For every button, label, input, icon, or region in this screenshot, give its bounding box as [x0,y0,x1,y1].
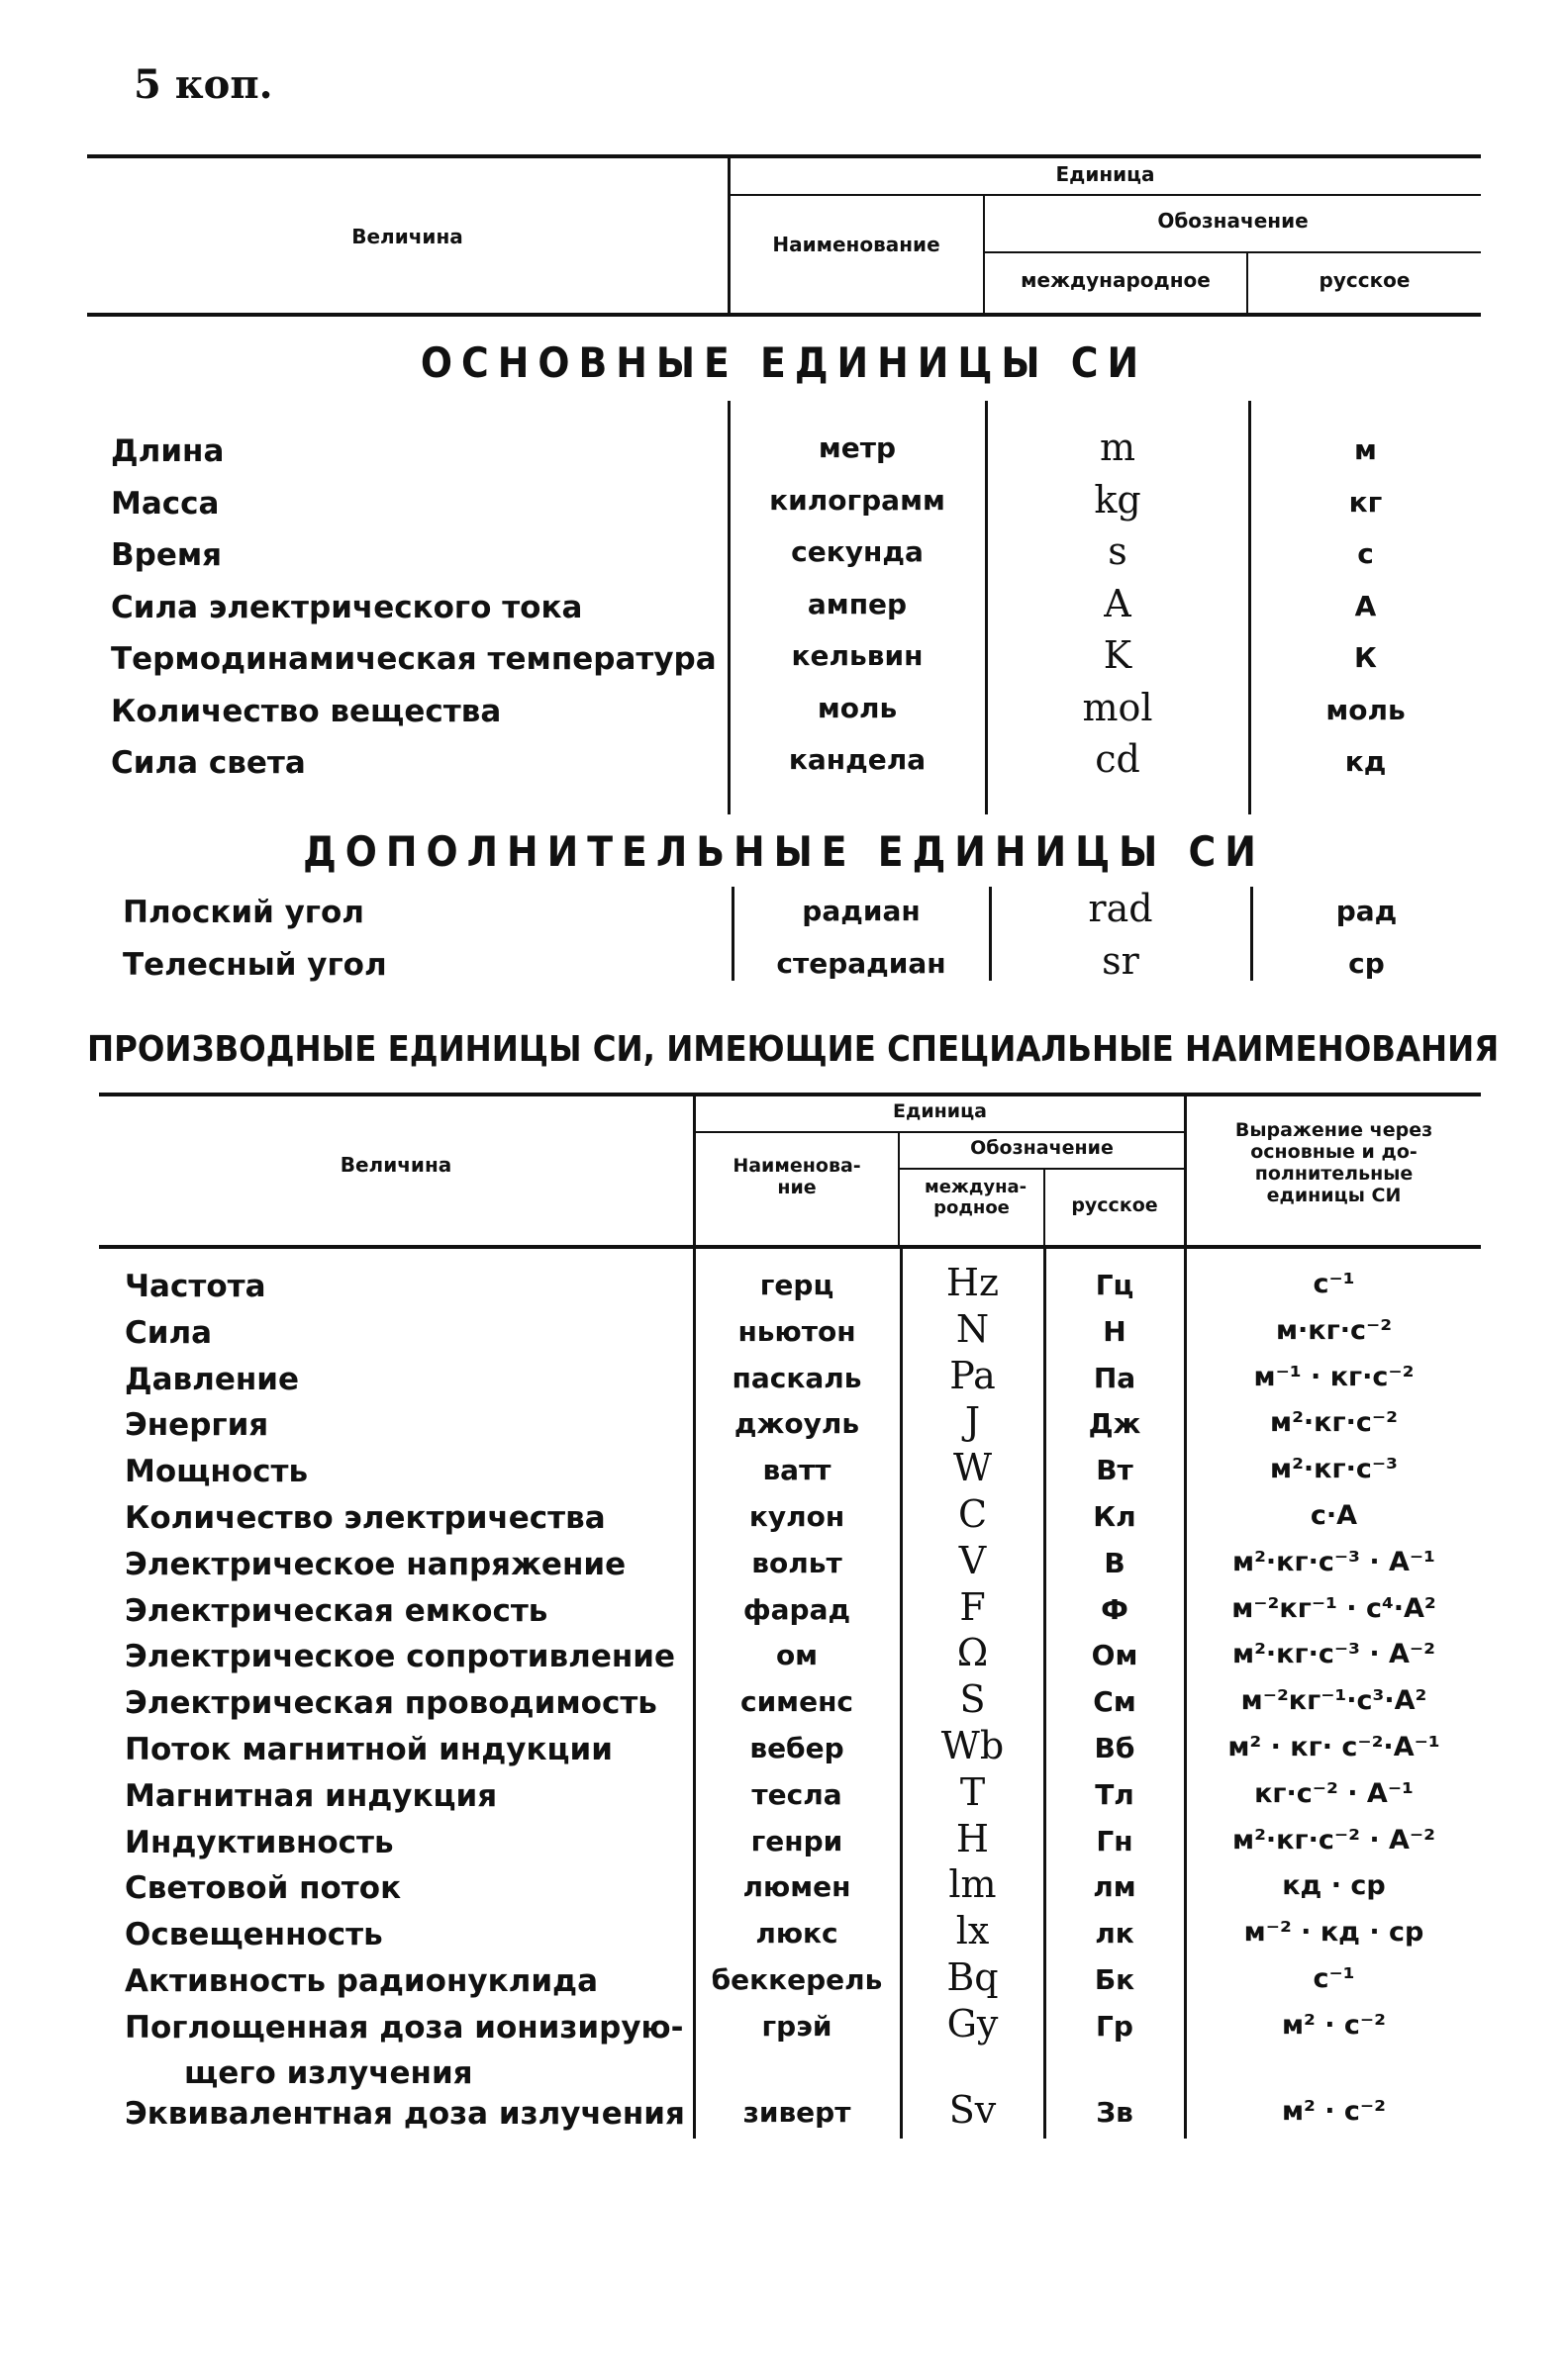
unit-expression: м²·кг·с⁻³ · А⁻¹ [1232,1546,1435,1577]
unit-symbol-international: W [952,1446,993,1490]
unit-symbol-international: T [959,1769,986,1814]
unit-symbol-international: V [958,1538,987,1582]
quantity-name: Поглощенная доза ионизирую- [125,2009,684,2046]
unit-name: килограмм [769,483,945,517]
unit-name: джоуль [734,1407,860,1441]
unit-name: беккерель [711,1963,883,1996]
quantity-name: Масса [111,485,220,522]
quantity-name: Магнитная индукция [125,1777,498,1814]
quantity-name-continuation: щего излучения [184,2054,473,2091]
unit-symbol-russian: моль [1325,693,1406,726]
unit-name: кельвин [791,639,924,672]
quantity-name: Индуктивность [125,1824,394,1860]
unit-symbol-international: F [959,1584,986,1629]
unit-symbol-russian: с [1357,537,1374,570]
unit-name: ньютон [737,1314,856,1348]
unit-symbol-russian: лк [1095,1917,1134,1951]
unit-expression: м² · с⁻² [1281,2095,1387,2127]
unit-expression: м·кг·с⁻² [1275,1314,1393,1346]
unit-name: сименс [739,1685,854,1719]
unit-name: ватт [762,1454,831,1487]
unit-expression: с⁻¹ [1313,1269,1355,1299]
quantity-name: Термодинамическая температура [111,641,717,677]
unit-name: стерадиан [776,947,946,980]
quantity-name: Энергия [125,1407,269,1444]
header-quantity: Величина [351,225,463,248]
unit-expression: м⁻¹ · кг·с⁻² [1253,1361,1415,1392]
unit-symbol-russian: Зв [1096,2095,1133,2129]
quantity-name: Электрическая емкость [125,1592,548,1629]
unit-expression: м²·кг·с⁻² [1270,1407,1398,1439]
header2-expression: Выражение через основные и до-полнительные единицы СИ [1234,1119,1433,1206]
header-name: Наименование [772,233,940,256]
unit-name: метр [818,431,897,464]
unit-name: герц [759,1269,834,1301]
unit-expression: м²·кг·с⁻² · А⁻² [1232,1824,1435,1856]
unit-symbol-international: Ω [956,1631,989,1675]
unit-name: секунда [791,535,924,568]
unit-symbol-international: mol [1082,685,1153,729]
unit-symbol-international: C [957,1492,988,1536]
header2-russian: русское [1071,1194,1158,1216]
unit-symbol-international: H [955,1816,990,1860]
unit-name: ампер [807,587,908,620]
unit-symbol-international: s [1108,529,1127,573]
unit-symbol-russian: К [1354,641,1377,674]
unit-expression: м⁻² · кд · ср [1243,1917,1424,1949]
quantity-name: Количество электричества [125,1500,606,1536]
unit-symbol-international: cd [1095,737,1140,781]
unit-name: люкс [755,1917,838,1951]
unit-symbol-russian: м [1354,433,1377,466]
unit-symbol-russian: Гр [1096,2009,1133,2043]
quantity-name: Давление [125,1361,300,1397]
unit-symbol-russian: лм [1093,1870,1136,1904]
price-label: 5 коп. [134,61,273,108]
header2-name: Наименова-ние [733,1155,861,1198]
unit-symbol-international: Hz [945,1261,1000,1304]
quantity-name: Количество вещества [111,693,502,729]
unit-expression: м²·кг·с⁻³ [1270,1454,1398,1485]
quantity-name: Освещенность [125,1917,383,1953]
header2-designation: Обозначение [970,1137,1114,1159]
unit-expression: м²·кг·с⁻³ · А⁻² [1232,1639,1435,1670]
unit-symbol-russian: Ф [1101,1592,1128,1626]
unit-symbol-russian: А [1354,589,1377,622]
quantity-name: Плоский угол [123,895,365,930]
unit-expression: м⁻²кг⁻¹·с³·А² [1240,1685,1427,1717]
unit-name: грэй [761,2009,832,2043]
section-title-supplementary: ДОПОЛНИТЕЛЬНЫЕ ЕДИНИЦЫ СИ [303,827,1265,876]
quantity-name: Телесный угол [123,947,387,983]
unit-name: моль [817,691,898,724]
unit-symbol-russian: Вб [1094,1732,1135,1764]
unit-symbol-russian: В [1104,1546,1125,1579]
quantity-name: Поток магнитной индукции [125,1732,613,1767]
unit-symbol-russian: Тл [1095,1777,1134,1811]
unit-symbol-russian: Вт [1096,1454,1133,1487]
unit-symbol-international: kg [1094,477,1141,522]
unit-name: зиверт [742,2095,851,2129]
unit-symbol-russian: Кл [1093,1500,1136,1533]
unit-symbol-russian: Гн [1096,1824,1133,1857]
quantity-name: Световой поток [125,1870,402,1907]
header-unit: Единица [1055,162,1155,186]
unit-name: тесла [751,1777,842,1811]
unit-symbol-international: J [964,1399,981,1444]
quantity-name: Сила электрического тока [111,589,583,625]
unit-symbol-russian: См [1093,1685,1136,1719]
section-title-base: ОСНОВНЫЕ ЕДИНИЦЫ СИ [420,338,1148,387]
unit-name: фарад [742,1592,851,1626]
unit-symbol-russian: Па [1093,1361,1136,1394]
unit-expression: кг·с⁻² · А⁻¹ [1254,1777,1414,1809]
unit-symbol-russian: кд [1344,745,1387,778]
unit-name: радиан [802,895,921,927]
unit-symbol-international: K [1103,633,1132,677]
unit-expression: кд · ср [1282,1870,1386,1902]
unit-expression: м⁻²кг⁻¹ · с⁴·А² [1231,1592,1436,1624]
unit-name: ом [775,1639,819,1672]
unit-symbol-russian: Дж [1088,1407,1141,1441]
unit-symbol-russian: Ом [1091,1639,1138,1672]
section-title-derived: ПРОИЗВОДНЫЕ ЕДИНИЦЫ СИ, ИМЕЮЩИЕ СПЕЦИАЛЬНЫЕ НАИМЕНОВАНИЯ [87,1029,1500,1070]
unit-symbol-international: Bq [946,1955,999,1999]
unit-symbol-international: Pa [949,1353,996,1397]
unit-name: люмен [742,1870,851,1904]
quantity-name: Мощность [125,1454,309,1490]
unit-name: кандела [788,743,927,776]
unit-symbol-international: S [959,1677,986,1722]
unit-symbol-russian: кг [1348,485,1383,519]
unit-name: кулон [748,1500,845,1533]
unit-symbol-russian: ср [1348,947,1385,980]
header-international: международное [1021,268,1211,292]
unit-symbol-russian: Н [1103,1314,1126,1348]
unit-name: вольт [751,1546,842,1579]
quantity-name: Частота [125,1269,266,1304]
quantity-name: Сила света [111,745,306,781]
unit-symbol-international: sr [1102,939,1139,983]
quantity-name: Время [111,537,223,573]
header2-quantity: Величина [340,1153,452,1177]
unit-name: вебер [749,1732,844,1764]
unit-expression: м² · кг· с⁻²·А⁻¹ [1227,1732,1440,1762]
unit-name: генри [750,1824,843,1857]
unit-symbol-russian: рад [1335,895,1398,927]
unit-symbol-international: Sv [948,2087,997,2132]
unit-symbol-international: lx [955,1909,990,1953]
quantity-name: Длина [111,433,225,469]
unit-symbol-international: N [955,1306,990,1351]
unit-symbol-russian: Бк [1094,1963,1135,1996]
header2-unit: Единица [893,1100,987,1122]
unit-expression: с⁻¹ [1313,1963,1355,1994]
unit-name: паскаль [732,1361,862,1394]
unit-symbol-international: rad [1088,887,1153,930]
header2-international: междуна-родное [925,1177,1027,1218]
quantity-name: Электрическое сопротивление [125,1639,676,1675]
unit-symbol-international: Wb [940,1724,1005,1767]
quantity-name: Сила [125,1314,213,1351]
unit-symbol-international: A [1104,581,1131,625]
unit-symbol-international: Gy [946,2001,999,2046]
unit-symbol-russian: Гц [1095,1269,1134,1301]
header-designation: Обозначение [1157,209,1309,233]
quantity-name: Электрическое напряжение [125,1546,627,1582]
unit-expression: м² · с⁻² [1281,2009,1387,2041]
header-russian: русское [1319,268,1411,292]
quantity-name: Электрическая проводимость [125,1685,657,1722]
quantity-name: Активность радионуклида [125,1963,599,1999]
unit-symbol-international: m [1099,426,1136,469]
unit-expression: с·А [1310,1500,1358,1531]
quantity-name: Эквивалентная доза излучения [125,2095,685,2132]
unit-symbol-international: lm [948,1862,997,1907]
